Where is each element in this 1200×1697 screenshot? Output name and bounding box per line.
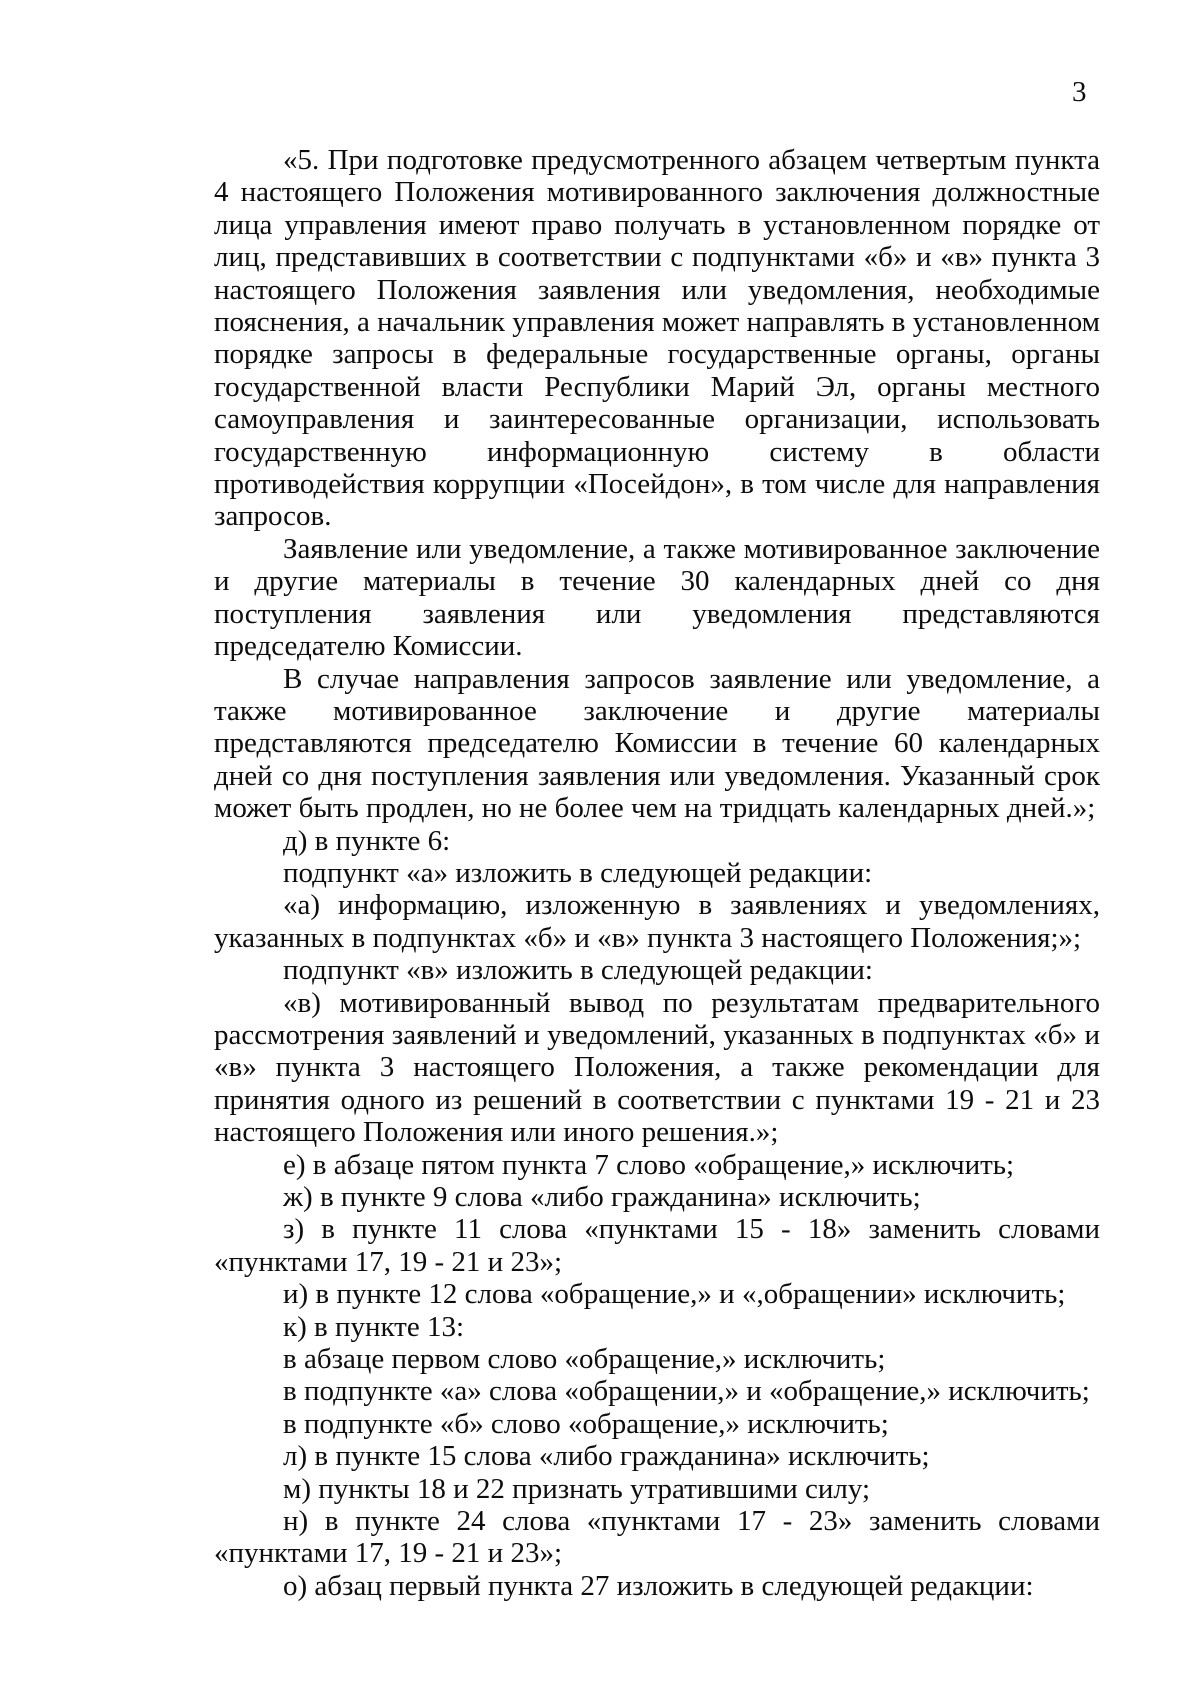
paragraph: и) в пункте 12 слова «обращение,» и «,обращении» исключить;: [283, 1278, 1066, 1311]
paragraph: д) в пункте 6:: [283, 824, 451, 857]
paragraph: о) абзац первый пункта 27 изложить в следующей редакции:: [283, 1569, 1034, 1602]
paragraph: подпункт «в» изложить в следующей редакции:: [283, 954, 873, 987]
paragraph: «а) информацию, изложенную в заявлениях и уведомлениях, указанных в подпунктах «б» и «в» пункта 3 настоящего Положения;»;: [214, 889, 1100, 954]
paragraph: ж) в пункте 9 слова «либо гражданина» исключить;: [283, 1181, 921, 1213]
paragraph: в подпункте «б» слово «обращение,» исключить;: [283, 1407, 889, 1440]
paragraph: л) в пункте 15 слова «либо гражданина» исключить;: [283, 1440, 930, 1473]
paragraph: з) в пункте 11 слова «пунктами 15 - 18» заменить словами «пунктами 17, 19 - 21 и 23»;: [214, 1213, 1100, 1278]
paragraph: е) в абзаце пятом пункта 7 слово «обращение,» исключить;: [283, 1148, 1015, 1181]
paragraph: к) в пункте 13:: [283, 1310, 465, 1343]
paragraph: в подпункте «а» слова «обращении,» и «обращение,» исключить;: [283, 1375, 1090, 1408]
paragraph: н) в пункте 24 слова «пунктами 17 - 23» заменить словами «пунктами 17, 19 - 21 и 23»;: [214, 1505, 1100, 1570]
paragraph: м) пункты 18 и 22 признать утратившими силу;: [283, 1472, 871, 1505]
paragraph: подпункт «а» изложить в следующей редакции:: [283, 856, 873, 889]
document-body: [214, 144, 1100, 1602]
paragraph: «в) мотивированный вывод по результатам предварительного рассмотрения заявлений и уведомлений, указанных в подпунктах «б» и «в» пункта 3 настоящего Положения, а также рекомендации для принятия одного из решений в соответствии с пунктами 19 - 21 и 23 настоящего Положения или иного решения.»;: [214, 986, 1100, 1149]
paragraph: в абзаце первом слово «обращение,» исключить;: [283, 1343, 886, 1376]
paragraph: В случае направления запросов заявление или уведомление, а также мотивированное заключение и другие материалы представляются председателю Комиссии в течение 60 календарных дней со дня поступления заявления или уведомления. Указанный срок может быть продлен, но не более чем на тридцать календарных дней.»;: [214, 662, 1100, 825]
paragraph: «5. При подготовке предусмотренного абзацем четвертым пункта 4 настоящего Положения мотивированного заключения должностные лица управления имеют право получать в установленном порядке от лиц, представивших в соответствии с подпунктами «б» и «в» пункта 3 настоящего Положения заявления или уведомления, необходимые пояснения, а начальник управления может направлять в установленном порядке запросы в федеральные государственные органы, органы государственной власти Республики Марий Эл, органы местного самоуправления и заинтересованные организации, использовать государственную информационную систему в области противодействия коррупции «Посейдон», в том числе для направления запросов.: [214, 144, 1100, 533]
page-number: 3: [1072, 76, 1087, 108]
paragraph: Заявление или уведомление, а также мотивированное заключение и другие материалы в течение 30 календарных дней со дня поступления заявления или уведомления представляются председателю Комиссии.: [214, 532, 1100, 663]
